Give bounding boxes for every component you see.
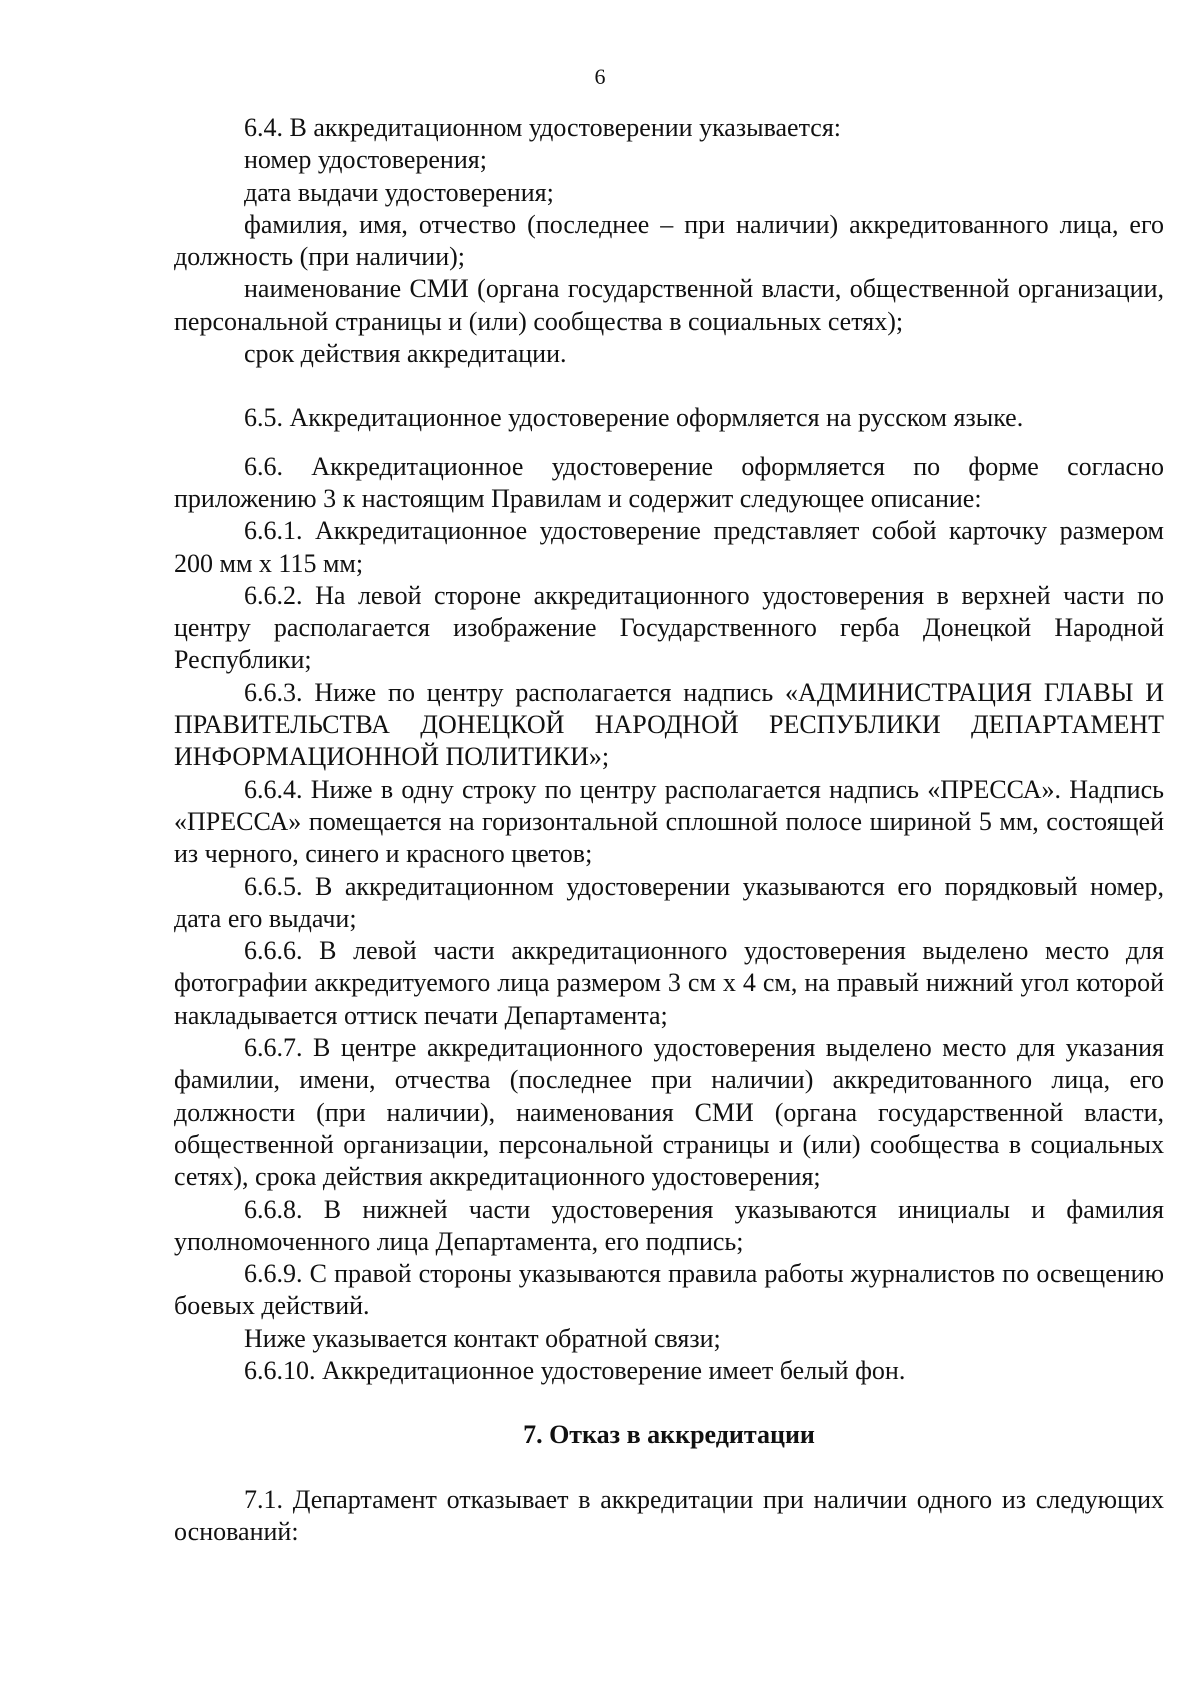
paragraph-6-6-2: 6.6.2. На левой стороне аккредитационного удостоверения в верхней части по центру располагается изображение Государственного герба Донецкой Народной Республики; <box>174 580 1164 675</box>
section-heading: 7. Отказ в аккредитации <box>523 1420 815 1450</box>
list-item-number: номер удостоверения; <box>244 145 487 175</box>
paragraph-6-4: 6.4. В аккредитационном удостоверении указывается: <box>244 113 841 142</box>
paragraph-6-6-7: 6.6.7. В центре аккредитационного удостоверения выделено место для указания фамилии, имени, отчества (последнее при наличии) аккредитованного лица, его должности (при наличии), наименования СМИ (органа государственной власти, общественной организации, персональной страницы и (или) сообщества в социальных сетях), срока действия аккредитационного удостоверения; <box>174 1033 1164 1192</box>
paragraph-feedback: Ниже указывается контакт обратной связи; <box>244 1323 721 1353</box>
paragraph-6-6-3: 6.6.3. Ниже по центру располагается надпись «АДМИНИСТРАЦИЯ ГЛАВЫ И ПРАВИТЕЛЬСТВА ДОНЕЦКОЙ НАРОДНОЙ РЕСПУБЛИКИ ДЕПАРТАМЕНТ ИНФОРМАЦИОННОЙ ПОЛИТИКИ»; <box>174 677 1164 772</box>
list-item-term: срок действия аккредитации. <box>244 339 567 369</box>
page-number: 6 <box>594 64 606 89</box>
paragraph-6-6-8: 6.6.8. В нижней части удостоверения указываются инициалы и фамилия уполномоченного лица Департамента, его подпись; <box>174 1194 1164 1256</box>
paragraph-7-1: 7.1. Департамент отказывает в аккредитации при наличии одного из следующих оснований: <box>174 1484 1164 1546</box>
paragraph-6-6-6: 6.6.6. В левой части аккредитационного удостоверения выделено место для фотографии аккредитуемого лица размером 3 см х 4 см, на правый нижний угол которой накладывается оттиск печати Департамента; <box>174 936 1164 1030</box>
paragraph-6-6-1: 6.6.1. Аккредитационное удостоверение представляет собой карточку размером 200 мм х 115 мм; <box>174 516 1164 578</box>
list-item-media: наименование СМИ (органа государственной власти, общественной организации, персональной страницы и (или) сообщества в социальных сетях); <box>174 274 1164 336</box>
document-body <box>174 112 1164 1548</box>
list-item-name: фамилия, имя, отчество (последнее – при наличии) аккредитованного лица, его должность (при наличии); <box>174 209 1164 272</box>
paragraph-6-5: 6.5. Аккредитационное удостоверение оформляется на русском языке. <box>244 403 1024 433</box>
paragraph-6-6-10: 6.6.10. Аккредитационное удостоверение имеет белый фон. <box>244 1355 906 1385</box>
paragraph-6-6-4: 6.6.4. Ниже в одну строку по центру располагается надпись «ПРЕССА». Надпись «ПРЕССА» помещается на горизонтальной сплошной полосе шириной 5 мм, состоящей из черного, синего и красного цветов; <box>174 774 1164 869</box>
paragraph-6-6-9: 6.6.9. С правой стороны указываются правила работы журналистов по освещению боевых действий. <box>174 1259 1164 1321</box>
paragraph-6-6-5: 6.6.5. В аккредитационном удостоверении указываются его порядковый номер, дата его выдачи; <box>174 871 1164 933</box>
list-item-date: дата выдачи удостоверения; <box>244 177 554 207</box>
paragraph-6-6: 6.6. Аккредитационное удостоверение оформляется по форме согласно приложению 3 к настоящим Правилам и содержит следующее описание: <box>174 451 1164 513</box>
